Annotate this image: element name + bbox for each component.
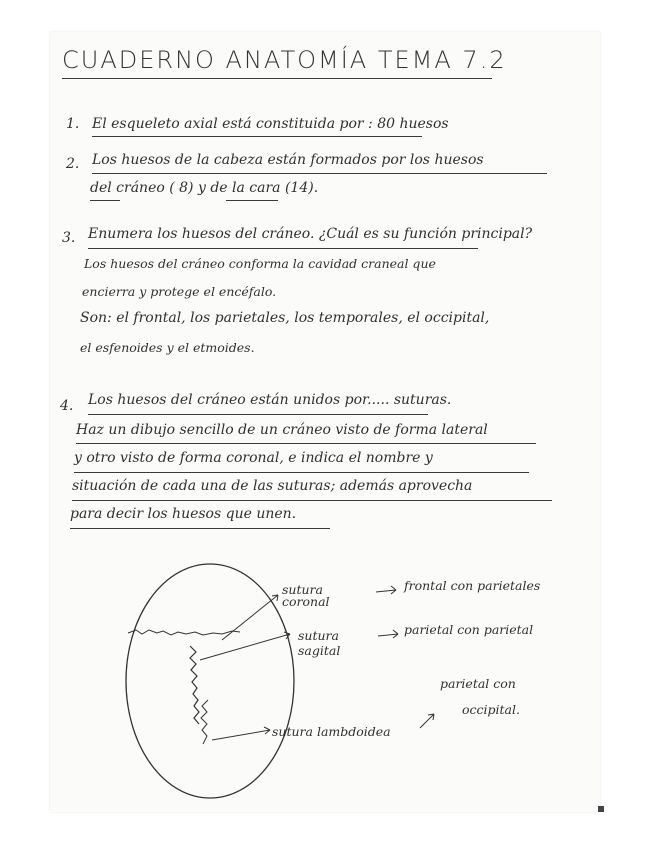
q3-number: 3.: [62, 230, 76, 246]
q4-line3: y otro visto de forma coronal, e indica el nombre y: [74, 450, 433, 466]
q3-line1: Enumera los huesos del cráneo. ¿Cuál es su función principal?: [88, 226, 533, 242]
lambdoid-result-arrow: [420, 714, 434, 728]
q1-number: 1.: [66, 116, 80, 132]
q3-line3: encierra y protege el encéfalo.: [82, 284, 277, 299]
lambdoid-suture-line: [201, 700, 208, 744]
q4-line5: para decir los huesos que unen.: [70, 506, 297, 522]
q4-number: 4.: [60, 398, 74, 414]
q2-line1: Los huesos de la cabeza están formados por los huesos: [92, 152, 484, 168]
lambdoid-pointer: [212, 730, 270, 740]
q4-line1: Los huesos del cráneo están unidos por..... suturas.: [88, 392, 452, 408]
sagittal-result-arrow: [378, 634, 398, 636]
skull-outline: [126, 564, 294, 798]
q4-line2: Haz un dibujo sencillo de un cráneo visto de forma lateral: [76, 422, 488, 438]
coronal-result-arrow: [376, 590, 396, 592]
coronal-pointer: [222, 595, 278, 640]
label-sutura-sagital: sutura sagital: [298, 628, 341, 658]
q3-line5: el esfenoides y el etmoides.: [80, 340, 255, 355]
q3-line2: Los huesos del cráneo conforma la cavidad craneal que: [84, 256, 436, 271]
label-sutura-lambdoidea: sutura lambdoidea: [272, 724, 391, 739]
sagittal-suture-line: [190, 646, 199, 724]
q4-line4: situación de cada una de las suturas; además aprovecha: [72, 478, 473, 494]
page-title: CUADERNO ANATOMÍA TEMA 7.2: [62, 46, 507, 74]
coronal-suture-line: [128, 630, 240, 635]
q3-line4: Son: el frontal, los parietales, los temporales, el occipital,: [80, 310, 490, 326]
sagittal-pointer: [200, 634, 290, 660]
label-lambdoidea-result-1: parietal con: [440, 676, 516, 691]
label-sagital-result: parietal con parietal: [404, 622, 534, 637]
label-coronal-result: frontal con parietales: [404, 578, 541, 593]
label-lambdoidea-result-2: occipital.: [462, 702, 520, 717]
q2-number: 2.: [66, 156, 80, 172]
q2-line2: del cráneo ( 8) y de la cara (14).: [90, 180, 319, 196]
q1-text: El esqueleto axial está constituida por : 80 huesos: [92, 116, 449, 132]
label-sutura-coronal: sutura coronal: [282, 582, 330, 609]
